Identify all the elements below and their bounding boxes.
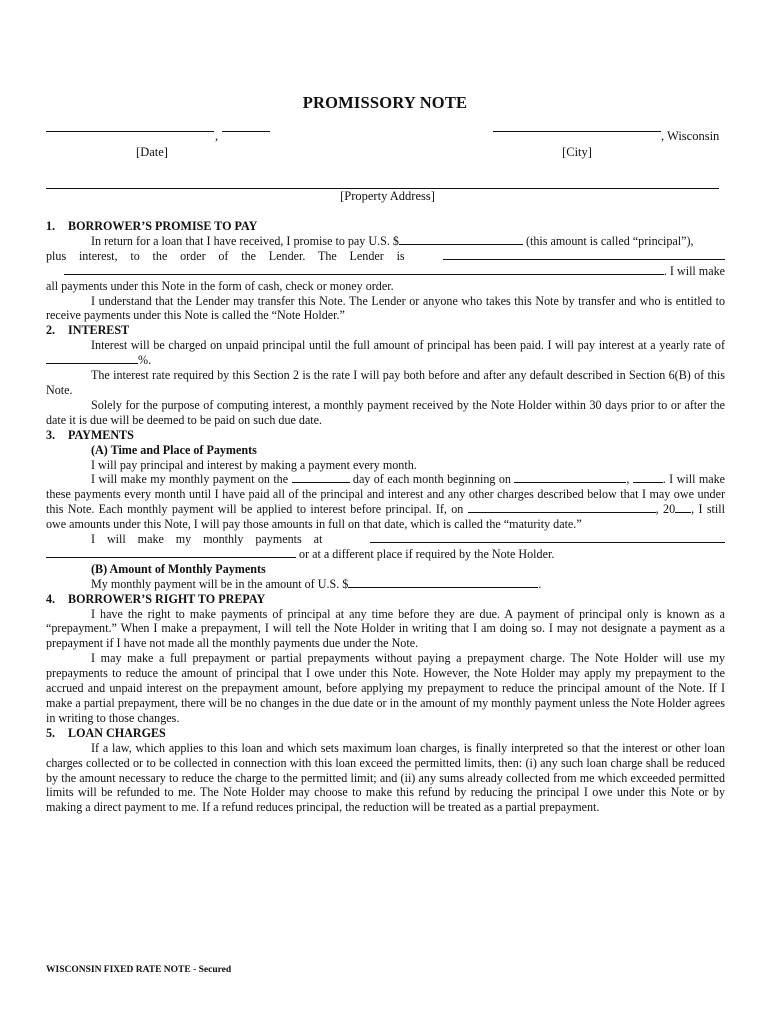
section-3b-para-1: My monthly payment will be in the amount of U.S. $ .	[91, 576, 542, 591]
interest-rate-blank[interactable]	[46, 353, 138, 364]
section-1-para-2: I understand that the Lender may transfer this Note. The Lender or anyone who takes this Note by transfer and who is entitled to receive payments under this Note is called the “Note Holder.”	[46, 293, 725, 323]
property-address-label: [Property Address]	[340, 189, 435, 203]
maturity-date-blank[interactable]	[468, 502, 656, 513]
section-2-para-3: Solely for the purpose of computing interest, a monthly payment received by the Note Holder within 30 days prior to or after the date it is due will be deemed to be paid on such due date.	[46, 397, 725, 427]
document-title: PROMISSORY NOTE	[302, 93, 468, 112]
section-3a-para-2: I will make my monthly payment on the day of each month beginning on , . I will make these payments every month until I have paid all of the principal and interest and any other charges described below that I may owe under this Note. Each monthly payment will be applied to interest before principal. If, on , 20 , I still owe amounts under this Note, I will pay those amounts in full on that date, which is called the “maturity date.”	[46, 472, 726, 532]
section-2-para-2: The interest rate required by this Section 2 is the rate I will pay both before and after any default described in Section 6(B) of this Note.	[46, 368, 725, 397]
section-3a-para-1: I will pay principal and interest by making a payment every month.	[91, 457, 417, 472]
section-1-heading: 1. BORROWER’S PROMISE TO PAY	[46, 219, 258, 233]
section-4-para-1: I have the right to make payments of principal at any time before they are due. A payment of principal only is known as a “prepayment.” When I make a prepayment, I will tell the Note Holder in writing that I am doing so. I may not designate a payment as a prepayment if I have not made all the monthly payments due under the Note.	[46, 606, 725, 651]
section-5-para-1: If a law, which applies to this loan and which sets maximum loan charges, is finally interpreted so that the interest or other loan charges collected or to be collected in connection with this loan exceed the permitted limits, then: (i) any such loan charge shall be reduced by the amount necessary to reduce the charge to the permitted limit; and (ii) any sums already collected from me which exceeded permitted limits will be refunded to me. The Note Holder may choose to make this refund by reducing the principal I owe under this Note or by making a direct payment to me. If a refund reduces principal, the reduction will be treated as a partial prepayment.	[46, 740, 725, 815]
section-3b-heading: (B) Amount of Monthly Payments	[91, 561, 266, 576]
section-4-heading: 4. BORROWER’S RIGHT TO PREPAY	[46, 591, 266, 606]
payment-day-blank[interactable]	[292, 472, 350, 483]
section-1-lender-line: plus interest, to the order of the Lender. The Lender is	[46, 249, 725, 264]
first-payment-date-blank[interactable]	[514, 472, 626, 483]
city-label: [City]	[562, 145, 592, 159]
payment-place-blank[interactable]	[370, 532, 725, 543]
section-3a-para-3: I will make my monthly payments at	[46, 532, 725, 547]
section-1-para-1: In return for a loan that I have received, I promise to pay U.S. $ (this amount is called “principal”),	[91, 233, 694, 248]
payment-place-blank-2[interactable]	[46, 547, 296, 558]
section-1-payment-form: all payments under this Note in the form of cash, check or money order.	[46, 278, 394, 293]
date-label: [Date]	[136, 145, 168, 159]
section-4-para-2: I may make a full prepayment or partial prepayments without paying a prepayment charge. The Note Holder will use my prepayments to reduce the amount of principal that I owe under this Note. However, the Note Holder may apply my prepayment to the accrued and unpaid interest on the prepayment amount, before applying my prepayment to reduce the principal amount of the Note. If I make a partial prepayment, there will be no changes in the due date or in the amount of my monthly payment unless the Note Holder agrees in writing to those changes.	[46, 651, 725, 725]
date-comma: ,	[215, 129, 219, 143]
form-footer: WISCONSIN FIXED RATE NOTE - Secured	[46, 965, 232, 975]
maturity-year-blank[interactable]	[675, 502, 691, 513]
lender-name-blank-2[interactable]	[64, 264, 664, 275]
section-5-heading: 5. LOAN CHARGES	[46, 725, 166, 740]
section-2-heading: 2. INTEREST	[46, 323, 130, 338]
first-payment-year-blank[interactable]	[633, 472, 663, 483]
monthly-payment-amount-blank[interactable]	[348, 577, 538, 588]
section-3-heading: 3. PAYMENTS	[46, 427, 134, 442]
date-blank[interactable]	[46, 131, 214, 132]
section-3a-para-3-cont: or at a different place if required by the Note Holder.	[46, 547, 725, 562]
state-label: , Wisconsin	[661, 129, 720, 143]
section-3a-heading: (A) Time and Place of Payments	[91, 442, 257, 457]
note-body	[46, 219, 725, 815]
section-2-para-1: Interest will be charged on unpaid principal until the full amount of principal has been paid. I will pay interest at a yearly rate of %.	[46, 338, 725, 368]
year-blank[interactable]	[222, 131, 270, 132]
lender-name-blank[interactable]	[443, 249, 725, 260]
section-1-lender-line-2: . I will make	[46, 264, 725, 279]
principal-amount-blank[interactable]	[399, 234, 523, 245]
city-blank[interactable]	[493, 131, 661, 132]
